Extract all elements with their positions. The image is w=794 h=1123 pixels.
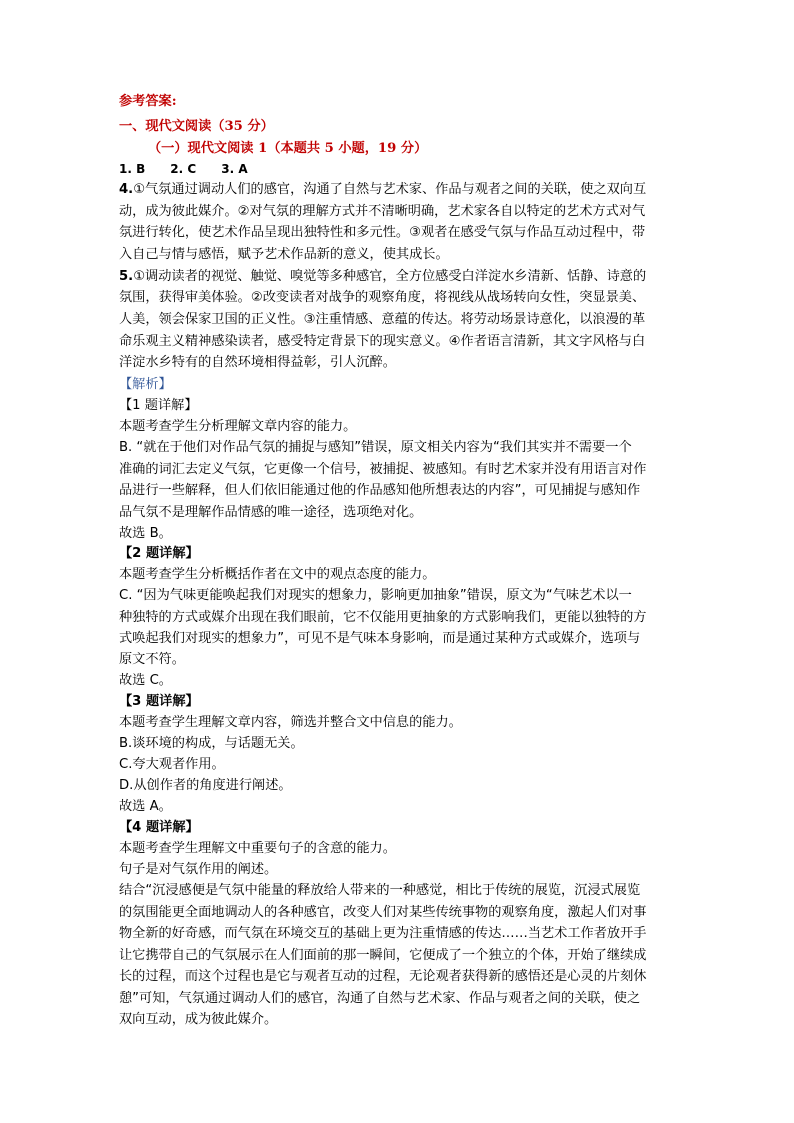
q2-line-4: 式唤起我们对现实的想象力”，可见不是气味本身影响，而是通过某种方式或媒介，选项与 <box>119 631 641 646</box>
q1-line-3: 准确的词汇去定义气氛，它更像一个信号，被捕捉、被感知。有时艺术家并没有用语言对作 <box>119 462 647 477</box>
q3-line-4: D.从创作者的角度进行阐述。 <box>119 778 292 793</box>
q2-line-2: C. “因为气味更能唤起我们对现实的想象力，影响更加抽象”错误，原文为“气味艺术以一 <box>119 588 632 603</box>
q3-line-1: 本题考查学生理解文章内容，筛选并整合文中信息的能力。 <box>119 715 462 730</box>
mc-answers: 1. B 2. C 3. A <box>119 162 248 176</box>
answer-heading: 参考答案: <box>119 94 177 109</box>
q3-line-3: C.夸大观者作用。 <box>119 757 225 772</box>
q1-line-2: B. “就在于他们对作品气氛的捕捉与感知”错误，原文相关内容为“我们其实并不需要一个 <box>119 440 632 455</box>
answer5-line-2: 氛围，获得审美体验。②改变读者对战争的观察角度，将视线从战场转向女性，突显景美、 <box>119 290 646 305</box>
q4-line-9: 双向互动，成为彼此媒介。 <box>119 1012 278 1027</box>
q2-line-3: 种独特的方式或媒介出现在我们眼前，它不仅能用更抽象的方式影响我们，更能以独特的方 <box>119 610 647 625</box>
q2-line-5: 原文不符。 <box>119 652 185 667</box>
q4-line-2: 句子是对气氛作用的阐述。 <box>119 862 278 877</box>
answer5-line-5: 洋淀水乡特有的自然环境相得益彰，引人沉醉。 <box>119 355 396 370</box>
subsection-heading: （一）现代文阅读 1（本题共 5 小题，19 分） <box>148 141 428 156</box>
answer4-line-2: 动，成为彼此媒介。②对气氛的理解方式并不清晰明确，艺术家各自以特定的艺术方式对气 <box>119 204 646 219</box>
q3-line-2: B.谈环境的构成，与话题无关。 <box>119 736 304 751</box>
q4-title: 【4 题详解】 <box>119 820 199 835</box>
analysis-label: 【解析】 <box>119 377 172 392</box>
q1-line-4: 品进行一些解释，但人们依旧能通过他的作品感知他所想表达的内容”，可见捕捉与感知作 <box>119 483 641 498</box>
q3-line-5: 故选 A。 <box>119 799 172 814</box>
answer5-line-1: 5.①调动读者的视觉、触觉、嗅觉等多种感官，全方位感受白洋淀水乡清新、恬静、诗意的 <box>119 269 647 284</box>
answer4-line-4: 入自己与情与感悟，赋予艺术作品新的意义，使其成长。 <box>119 247 449 262</box>
q1-title: 【1 题详解】 <box>119 398 198 413</box>
q1-line-6: 故选 B。 <box>119 526 172 541</box>
answer4-number: 4. <box>119 182 134 197</box>
q4-line-1: 本题考查学生理解文中重要句子的含意的能力。 <box>119 841 396 856</box>
answer4-line-3: 氛进行转化，使艺术作品呈现出独特性和多元性。③观者在感受气氛与作品互动过程中，带 <box>119 225 646 240</box>
q4-line-6: 让它携带自己的气氛展示在人们面前的那一瞬间，它便成了一个独立的个体，开始了继续成 <box>119 948 647 963</box>
q2-line-1: 本题考查学生分析概括作者在文中的观点态度的能力。 <box>119 567 436 582</box>
q2-line-6: 故选 C。 <box>119 673 172 688</box>
answer4-line-1: 4.①气氛通过调动人们的感官，沟通了自然与艺术家、作品与观者之间的关联，使之双向互 <box>119 182 647 197</box>
q1-line-5: 品气氛不是理解作品情感的唯一途径，选项绝对化。 <box>119 505 423 520</box>
q4-line-4: 的氛围能更全面地调动人的各种感官，改变人们对某些传统事物的观察角度，激起人们对事 <box>119 905 647 920</box>
q2-title: 【2 题详解】 <box>119 546 199 561</box>
q3-title: 【3 题详解】 <box>119 694 199 709</box>
q1-line-1: 本题考查学生分析理解文章内容的能力。 <box>119 419 357 434</box>
answer5-number: 5. <box>119 269 134 284</box>
section-one-heading: 一、现代文阅读（35 分） <box>119 119 274 134</box>
answer5-line-3: 人美，领会保家卫国的正义性。③注重情感、意蕴的传达。将劳动场景诗意化，以浪漫的革 <box>119 312 646 327</box>
answer5-line-4: 命乐观主义精神感染读者，感受特定背景下的现实意义。④作者语言清新，其文字风格与白 <box>119 334 646 349</box>
q4-line-7: 长的过程，而这个过程也是它与观者互动的过程，无论观者获得新的感悟还是心灵的片刻休 <box>119 969 647 984</box>
q4-line-3: 结合“沉浸感便是气氛中能量的释放给人带来的一种感觉，相比于传统的展览，沉浸式展览 <box>119 883 641 898</box>
q4-line-5: 物全新的好奇感，而气氛在环境交互的基础上更为注重情感的传达……当艺术工作者放开手 <box>119 926 647 941</box>
q4-line-8: 憩”可知，气氛通过调动人们的感官，沟通了自然与艺术家、作品与观者之间的关联，使之 <box>119 991 641 1006</box>
